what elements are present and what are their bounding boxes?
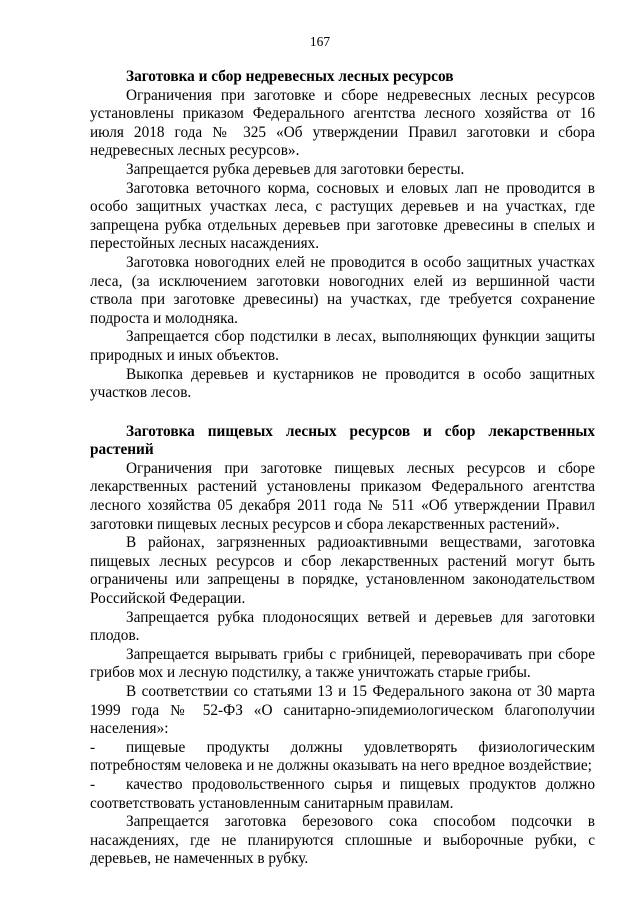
list-item — [90, 776, 595, 813]
paragraph: В соответствии со статьями 13 и 15 Федерального закона от 30 марта 1999 года № 52-ФЗ «О санитарно-эпидемиологическом благополучии населения»: — [90, 683, 595, 738]
document-body — [90, 68, 595, 869]
paragraph: Ограничения при заготовке и сборе недревесных лесных ресурсов установлены приказом Федерального агентства лесного хозяйства от 16 июля 2018 года № 325 «Об утверждении Правил заготовки и сбора недревесных лесных ресурсов». — [90, 86, 595, 160]
page-number: 167 — [309, 34, 331, 49]
paragraph: Ограничения при заготовке пищевых лесных ресурсов и сборе лекарственных растений установлены приказом Федерального агентства лесного хозяйства 05 декабря 2011 года № 511 «Об утверждении Правил заготовки пищевых лесных ресурсов и сбора лекарственных растений». — [90, 459, 595, 533]
section-heading-non-timber: Заготовка и сбор недревесных лесных ресурсов — [126, 68, 454, 85]
paragraph: Запрещается заготовка березового сока способом подсочки в насаждениях, где не планируются сплошные и выборочные рубки, с деревьев, не намеченных в рубку. — [90, 813, 595, 868]
list-item-text: пищевые продукты должны удовлетворять физиологическим потребностям человека и не должны оказывать на него вредное воздействие; — [90, 738, 595, 775]
paragraph: Запрещается сбор подстилки в лесах, выполняющих функции защиты природных и иных объектов. — [90, 328, 595, 364]
list-dash: - — [90, 738, 96, 756]
list-dash: - — [90, 775, 96, 793]
paragraph: Запрещается рубка деревьев для заготовки бересты. — [126, 160, 465, 178]
paragraph: Заготовка веточного корма, сосновых и еловых лап не проводится в особо защитных участках леса, с растущих деревьев и на участках, где запрещена рубка отдельных деревьев при заготовке древесины в спелых и перестойных лесных насаждениях. — [90, 179, 595, 253]
list-item-text: качество продовольственного сырья и пищевых продуктов должно соответствовать установленным санитарным правилам. — [90, 775, 595, 812]
paragraph: Запрещается вырывать грибы с грибницей, переворачивать при сборе грибов мох и лесную подстилку, а также уничтожать старые грибы. — [90, 645, 595, 682]
paragraph: Заготовка новогодних елей не проводится в особо защитных участках леса, (за исключением заготовки новогодних елей из вершинной части ствола при заготовке древесины) на участках, где требуется сохранение подроста и молодняка. — [90, 253, 595, 327]
section-heading-food-resources: Заготовка пищевых лесных ресурсов и сбор лекарственных растений — [90, 422, 595, 459]
paragraph: Запрещается рубка плодоносящих ветвей и деревьев для заготовки плодов. — [90, 608, 595, 645]
list-item — [90, 739, 595, 776]
paragraph: Выкопка деревьев и кустарников не проводится в особо защитных участков лесов. — [90, 365, 595, 402]
paragraph: В районах, загрязненных радиоактивными веществами, заготовка пищевых лесных ресурсов и сбор лекарственных растений могут быть ограничены или запрещены в порядке, установленном законодательством Российской Федерации. — [90, 534, 595, 608]
